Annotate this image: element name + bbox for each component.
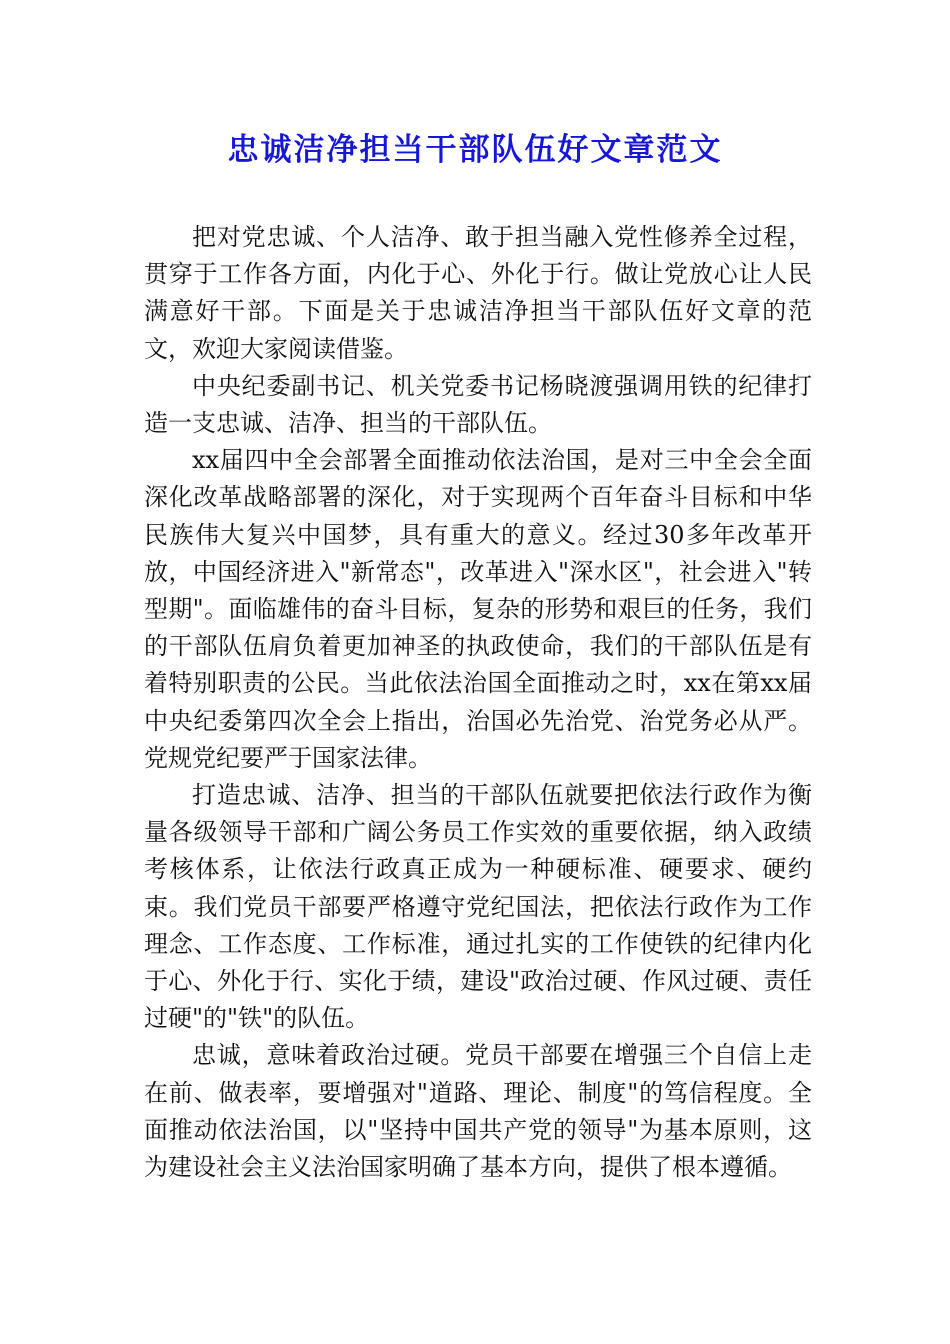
paragraph-1: 把对党忠诚、个人洁净、敢于担当融入党性修养全过程，贯穿于工作各方面，内化于心、外化于行。做让党放心让人民满意好干部。下面是关于忠诚洁净担当干部队伍好文章的范文，欢迎大家阅读借鉴。 [144, 223, 812, 363]
paragraph-4: 打造忠诚、洁净、担当的干部队伍就要把依法行政作为衡量各级领导干部和广阔公务员工作实效的重要依据，纳入政绩考核体系，让依法行政真正成为一种硬标准、硬要求、硬约束。我们党员干部要严格遵守党纪国法，把依法行政作为工作理念、工作态度、工作标准，通过扎实的工作使铁的纪律内化于心、外化于行、实化于绩，建设"政治过硬、作风过硬、责任过硬"的"铁"的队伍。 [144, 781, 812, 1033]
paragraph-5: 忠诚，意味着政治过硬。党员干部要在增强三个自信上走在前、做表率，要增强对"道路、理论、制度"的笃信程度。全面推动依法治国，以"坚持中国共产党的领导"为基本原则，这为建设社会主义法治国家明确了基本方向，提供了根本遵循。 [144, 1041, 812, 1182]
document-body [144, 219, 812, 1186]
document-title: 忠诚洁净担当干部队伍好文章范文 [227, 132, 723, 168]
paragraph-2: 中央纪委副书记、机关党委书记杨晓渡强调用铁的纪律打造一支忠诚、洁净、担当的干部队伍。 [144, 371, 812, 438]
paragraph-3: xx届四中全会部署全面推动依法治国，是对三中全会全面深化改革战略部署的深化，对于实现两个百年奋斗目标和中华民族伟大复兴中国梦，具有重大的意义。经过30多年改革开放，中国经济进入"新常态"，改革进入"深水区"，社会进入"转型期"。面临雄伟的奋斗目标，复杂的形势和艰巨的任务，我们的干部队伍肩负着更加神圣的执政使命，我们的干部队伍是有着特别职责的公民。当此依法治国全面推动之时，xx在第xx届中央纪委第四次全会上指出，治国必先治党、治党务必从严。党规党纪要严于国家法律。 [144, 446, 812, 772]
